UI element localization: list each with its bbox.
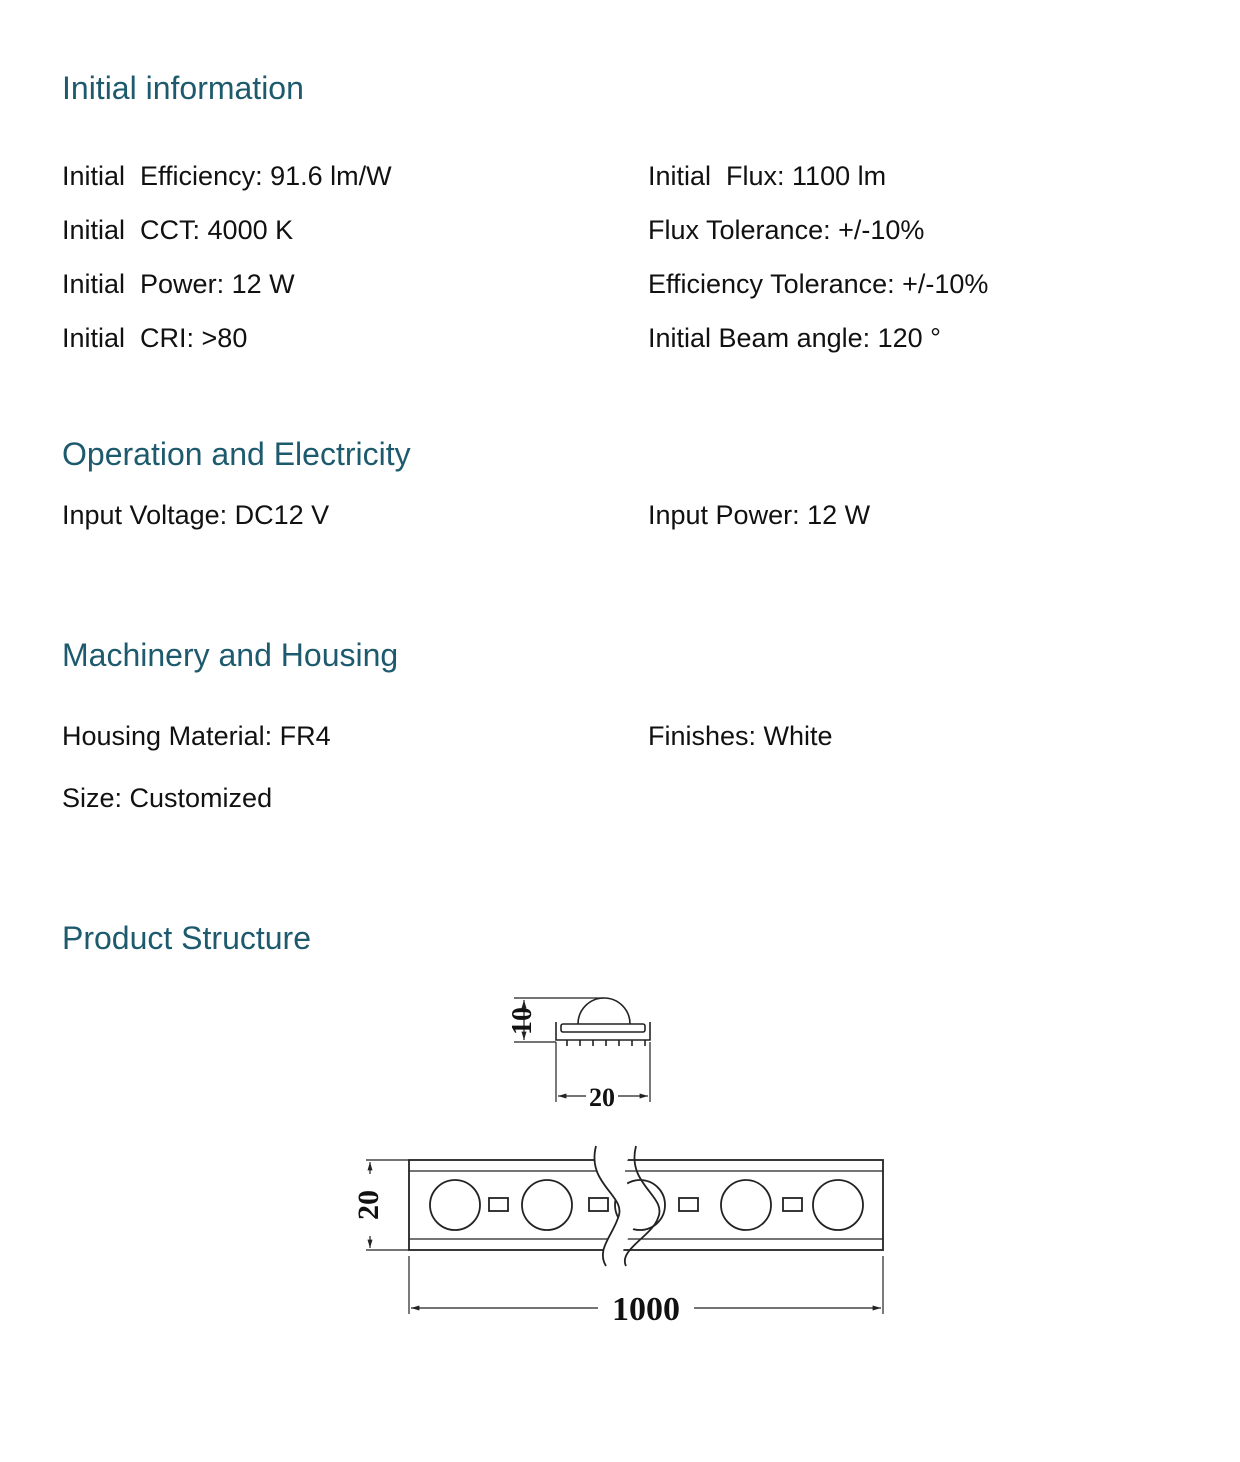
led	[721, 1180, 771, 1230]
dimension-label-strip-length: 1000	[612, 1291, 680, 1328]
resistor	[489, 1198, 508, 1211]
section-title-structure: Product Structure	[62, 920, 311, 956]
finishes: Finishes: White	[648, 721, 833, 751]
section-title-initial: Initial information	[62, 70, 304, 106]
flux-tolerance: Flux Tolerance: +/-10%	[648, 215, 925, 245]
dimension-label-profile-height: 10	[507, 1007, 538, 1035]
resistor	[679, 1198, 698, 1211]
led	[813, 1180, 863, 1230]
resistor	[783, 1198, 802, 1211]
housing-material: Housing Material: FR4	[62, 721, 331, 751]
size: Size: Customized	[62, 783, 273, 813]
initial-cri: Initial CRI: >80	[62, 323, 248, 353]
dimension-label-profile-width: 20	[589, 1083, 615, 1112]
initial-beam-angle: Initial Beam angle: 120 °	[648, 323, 941, 353]
led	[430, 1180, 480, 1230]
initial-cct: Initial CCT: 4000 K	[62, 215, 294, 245]
initial-flux: Initial Flux: 1100 lm	[648, 161, 887, 191]
input-power: Input Power: 12 W	[648, 500, 871, 530]
initial-efficiency: Initial Efficiency: 91.6 lm/W	[62, 161, 392, 191]
initial-power: Initial Power: 12 W	[62, 269, 295, 299]
pcb-board	[561, 1024, 645, 1032]
efficiency-tolerance: Efficiency Tolerance: +/-10%	[648, 269, 989, 299]
input-voltage: Input Voltage: DC12 V	[62, 500, 330, 530]
section-title-machinery: Machinery and Housing	[62, 637, 399, 673]
section-title-operation: Operation and Electricity	[62, 436, 411, 472]
led	[522, 1180, 572, 1230]
profile-cross-section	[556, 998, 650, 1046]
resistor	[589, 1198, 608, 1211]
strip-top-view	[409, 1160, 883, 1250]
dimension-label-strip-width: 20	[352, 1190, 385, 1220]
lens-dome	[578, 998, 630, 1024]
